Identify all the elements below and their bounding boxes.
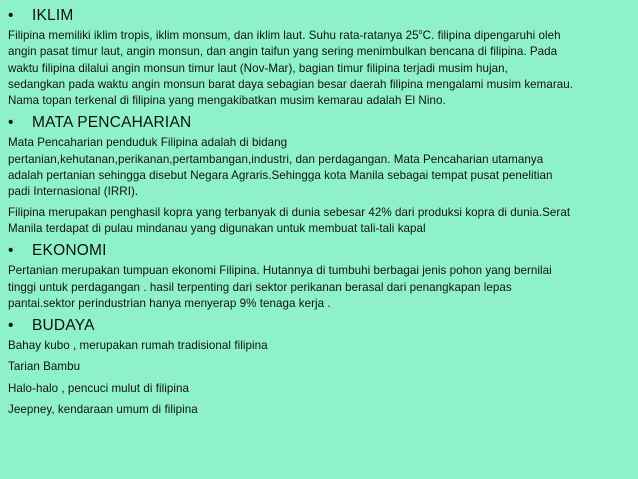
budaya-list — [8, 338, 630, 418]
paragraph-mata-pencaharian-1 — [8, 135, 630, 200]
bullet-icon: • — [8, 114, 14, 132]
text-line: Mata Pencaharian penduduk Filipina adalah di bidang — [8, 136, 288, 150]
list-item: Bahay kubo , merupakan rumah tradisional filipina — [8, 339, 268, 353]
paragraph-iklim — [8, 28, 630, 109]
bullet-icon: • — [8, 242, 14, 260]
text-line: waktu filipina dilalui angin monsun timur laut (Nov-Mar), bagian timur filipina terjadi musim hujan, — [8, 61, 508, 75]
list-item: Tarian Bambu — [8, 360, 81, 374]
section-title: BUDAYA — [32, 317, 95, 335]
paragraph-ekonomi — [8, 263, 630, 312]
section-title: IKLIM — [32, 7, 74, 24]
text-line: Filipina memiliki iklim tropis, iklim monsum, dan iklim laut. Suhu rata-ratanya 25$^o$C. filipina dipengaruhi oleh — [8, 29, 561, 42]
text-line: Filipina merupakan penghasil kopra yang terbanyak di dunia sebesar 42% dari produksi kopra di dunia.Serat — [8, 205, 571, 219]
text-line: sedangkan pada waktu angin monsun barat daya sebagian besar daerah filipina mengalami musim kemarau. — [8, 77, 574, 91]
list-item: Halo-halo , pencuci mulut di filipina — [8, 381, 190, 395]
text-line: angin pasat timur laut, angin monsun, dan angin taifun yang sering menimbulkan bencana di filipina. Pada — [8, 45, 558, 59]
text-line: pertanian,kehutanan,perikanan,pertambangan,industri, dan perdagangan. Mata Pencaharian utamanya — [8, 152, 544, 166]
bullet-icon: • — [8, 317, 14, 335]
text-line: Nama topan terkenal di filipina yang mengakibatkan musim kemarau adalah El Nino. — [8, 94, 446, 108]
superscript: o — [418, 29, 423, 37]
section-title: MATA PENCAHARIAN — [32, 114, 192, 132]
section-heading-budaya — [8, 316, 630, 335]
text-line: tinggi untuk perdagangan . hasil terpenting dari sektor perikanan berasal dari penangkapan lepas — [8, 280, 512, 294]
text-line: adalah pertanian sehingga disebut Negara Agraris.Sehingga kota Manila sebagai tempat pusat penelitian — [8, 169, 553, 183]
section-heading-ekonomi — [8, 241, 630, 260]
text-line: padi Internasional (IRRI). — [8, 185, 139, 199]
section-heading-iklim — [8, 6, 630, 25]
paragraph-mata-pencaharian-2 — [8, 205, 630, 238]
text-line: Pertanian merupakan tumpuan ekonomi Filipina. Hutannya di tumbuhi berbagai jenis pohon yang bernilai — [8, 264, 552, 278]
text-line: Manila terdapat di pulau mindanau yang digunakan untuk membuat tali-tali kapal — [8, 221, 426, 235]
text-line: pantai.sektor perindustrian hanya menyerap 9% tenaga kerja . — [8, 296, 331, 310]
section-title: EKONOMI — [32, 242, 107, 260]
bullet-icon: • — [8, 7, 14, 24]
section-heading-mata-pencaharian — [8, 113, 630, 132]
list-item: Jeepney, kendaraan umum di filipina — [8, 403, 198, 417]
